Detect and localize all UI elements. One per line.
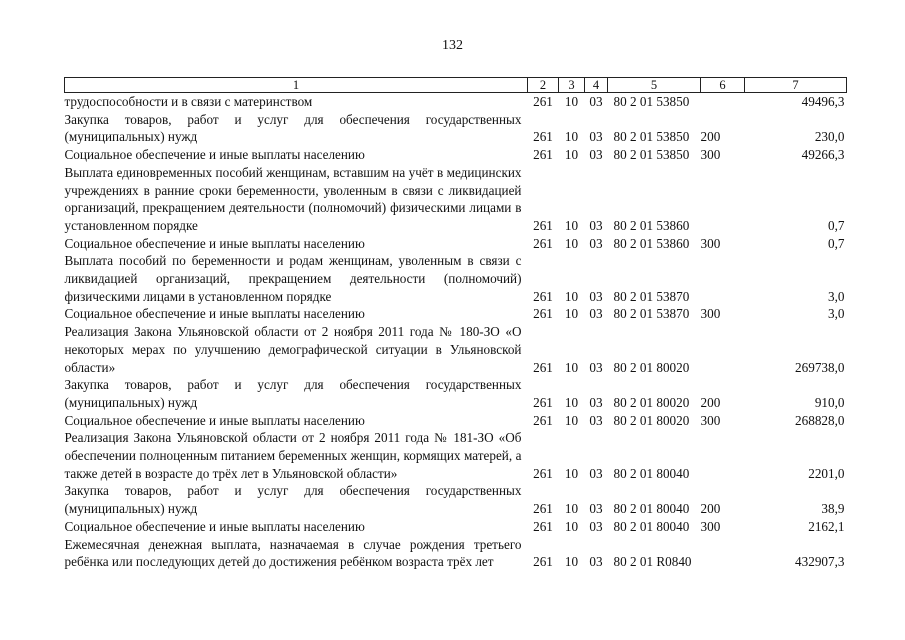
table-row — [65, 305, 847, 323]
table-row — [65, 93, 847, 111]
row-ministry-code: 261 — [533, 518, 553, 534]
row-section-code: 10 — [564, 235, 579, 251]
row-amount: 230,0 — [814, 129, 845, 145]
row-subsection-code: 03 — [589, 554, 603, 570]
table-row — [65, 482, 847, 517]
row-amount: 38,9 — [821, 501, 845, 517]
row-section-code: 10 — [564, 129, 579, 145]
header-cell-3: 3 — [559, 78, 585, 93]
row-target-article: 80 2 01 53870 — [613, 306, 690, 322]
row-expense-type: 200 — [700, 501, 721, 517]
row-subsection-code: 03 — [589, 217, 603, 233]
row-ministry-code: 261 — [533, 306, 553, 322]
row-expense-type: 300 — [700, 306, 721, 322]
row-amount: 910,0 — [814, 394, 845, 410]
row-target-article: 80 2 01 80020 — [613, 359, 690, 375]
row-subsection-code: 03 — [589, 147, 603, 163]
table-row — [65, 323, 847, 376]
row-amount: 2162,1 — [808, 518, 845, 534]
row-amount: 0,7 — [828, 235, 845, 251]
row-subsection-code: 03 — [589, 235, 603, 251]
row-expense-type — [701, 164, 745, 235]
row-amount: 3,0 — [828, 288, 845, 304]
row-ministry-code: 261 — [533, 217, 553, 233]
row-subsection-code: 03 — [589, 394, 603, 410]
row-amount: 432907,3 — [795, 554, 845, 570]
row-section-code: 10 — [564, 147, 579, 163]
row-subsection-code: 03 — [589, 465, 603, 481]
row-expense-type — [701, 536, 745, 571]
row-expense-type — [701, 252, 745, 305]
row-section-code: 10 — [564, 306, 579, 322]
row-description: Реализация Закона Ульяновской области от 2 ноября 2011 года № 181-ЗО «Об обеспечении полноценным питанием беременных женщин, кормящих матерей, а также детей в возрасте до трёх лет в Ульяновской области» — [64, 430, 522, 481]
header-cell-4: 4 — [585, 78, 608, 93]
row-target-article: 80 2 01 80020 — [613, 412, 690, 428]
row-ministry-code: 261 — [533, 129, 553, 145]
row-target-article: 80 2 01 53860 — [613, 235, 690, 251]
row-description: Закупка товаров, работ и услуг для обеспечения государственных (муниципальных) нужд — [64, 111, 522, 145]
row-ministry-code: 261 — [533, 235, 553, 251]
budget-table — [64, 77, 847, 571]
page-number: 132 — [442, 38, 463, 53]
row-section-code: 10 — [564, 465, 579, 481]
row-description: трудоспособности и в связи с материнством — [64, 94, 313, 109]
row-expense-type — [701, 323, 745, 376]
row-subsection-code: 03 — [589, 518, 603, 534]
row-subsection-code: 03 — [589, 288, 603, 304]
row-description: Социальное обеспечение и иные выплаты населению — [64, 306, 365, 322]
row-target-article: 80 2 01 80040 — [613, 518, 690, 534]
header-cell-6: 6 — [701, 78, 745, 93]
row-expense-type: 300 — [700, 235, 721, 251]
row-target-article: 80 2 01 80040 — [613, 501, 690, 517]
row-subsection-code: 03 — [589, 359, 603, 375]
row-subsection-code: 03 — [589, 412, 603, 428]
row-section-code: 10 — [564, 94, 579, 109]
row-description: Реализация Закона Ульяновской области от 2 ноября 2011 года № 180-ЗО «О некоторых мерах по улучшению демографической ситуации в Ульяновской области» — [64, 324, 522, 375]
row-amount: 269738,0 — [795, 359, 845, 375]
row-expense-type — [701, 429, 745, 482]
row-subsection-code: 03 — [589, 129, 603, 145]
row-description: Выплата единовременных пособий женщинам, вставшим на учёт в медицинских учреждениях в ранние сроки беременности, уволенным в связи с ликвидацией организаций, прекращением деятельности (полномочий) физическими лицами в установленном порядке — [64, 164, 522, 233]
header-cell-5: 5 — [608, 78, 701, 93]
table-header-row — [65, 78, 847, 93]
row-target-article: 80 2 01 53860 — [613, 217, 690, 233]
row-target-article: 80 2 01 53870 — [613, 288, 690, 304]
row-section-code: 10 — [564, 501, 579, 517]
row-expense-type — [701, 93, 745, 111]
row-section-code: 10 — [564, 288, 579, 304]
table-row — [65, 376, 847, 411]
row-ministry-code: 261 — [533, 554, 553, 570]
row-ministry-code: 261 — [533, 465, 553, 481]
row-section-code: 10 — [564, 359, 579, 375]
row-subsection-code: 03 — [589, 306, 603, 322]
table-row — [65, 412, 847, 430]
row-description: Социальное обеспечение и иные выплаты населению — [64, 235, 365, 251]
row-ministry-code: 261 — [533, 394, 553, 410]
row-description: Ежемесячная денежная выплата, назначаемая в случае рождения третьего ребёнка или последующих детей до достижения ребёнком возраста трёх лет — [64, 536, 522, 570]
table-row — [65, 235, 847, 253]
row-description: Социальное обеспечение и иные выплаты населению — [64, 147, 365, 163]
header-cell-1: 1 — [65, 78, 528, 93]
row-ministry-code: 261 — [533, 94, 553, 109]
row-description: Социальное обеспечение и иные выплаты населению — [64, 518, 365, 534]
row-ministry-code: 261 — [533, 501, 553, 517]
row-target-article: 80 2 01 53850 — [613, 94, 690, 109]
row-target-article: 80 2 01 R0840 — [613, 554, 692, 570]
row-description: Закупка товаров, работ и услуг для обеспечения государственных (муниципальных) нужд — [64, 483, 522, 517]
row-target-article: 80 2 01 80020 — [613, 394, 690, 410]
row-ministry-code: 261 — [533, 147, 553, 163]
row-target-article: 80 2 01 80040 — [613, 465, 690, 481]
row-amount: 0,7 — [828, 217, 845, 233]
row-description: Закупка товаров, работ и услуг для обеспечения государственных (муниципальных) нужд — [64, 377, 522, 410]
row-section-code: 10 — [564, 217, 579, 233]
table-row — [65, 111, 847, 146]
row-target-article: 80 2 01 53850 — [613, 129, 690, 145]
row-description: Выплата пособий по беременности и родам женщинам, уволенным в связи с ликвидацией организаций, прекращением деятельности (полномочий) физическими лицами в установленном порядке — [64, 253, 522, 304]
row-section-code: 10 — [564, 518, 579, 534]
table-row — [65, 536, 847, 571]
table-row — [65, 252, 847, 305]
table-row — [65, 518, 847, 536]
table-row — [65, 429, 847, 482]
header-cell-2: 2 — [528, 78, 559, 93]
row-expense-type: 300 — [700, 518, 721, 534]
row-section-code: 10 — [564, 394, 579, 410]
row-ministry-code: 261 — [533, 288, 553, 304]
row-subsection-code: 03 — [589, 94, 603, 109]
row-expense-type: 200 — [700, 129, 721, 145]
row-section-code: 10 — [564, 554, 579, 570]
row-subsection-code: 03 — [589, 501, 603, 517]
row-amount: 268828,0 — [795, 412, 845, 428]
row-expense-type: 300 — [700, 412, 721, 428]
row-expense-type: 300 — [700, 147, 721, 163]
row-section-code: 10 — [564, 412, 579, 428]
row-ministry-code: 261 — [533, 359, 553, 375]
row-amount: 2201,0 — [808, 465, 845, 481]
table-row — [65, 146, 847, 164]
row-amount: 3,0 — [828, 306, 845, 322]
header-cell-7: 7 — [745, 78, 847, 93]
row-expense-type: 200 — [700, 394, 721, 410]
row-amount: 49496,3 — [801, 94, 845, 109]
row-amount: 49266,3 — [801, 147, 845, 163]
row-description: Социальное обеспечение и иные выплаты населению — [64, 412, 365, 428]
row-target-article: 80 2 01 53850 — [613, 147, 690, 163]
row-ministry-code: 261 — [533, 412, 553, 428]
table-row — [65, 164, 847, 235]
